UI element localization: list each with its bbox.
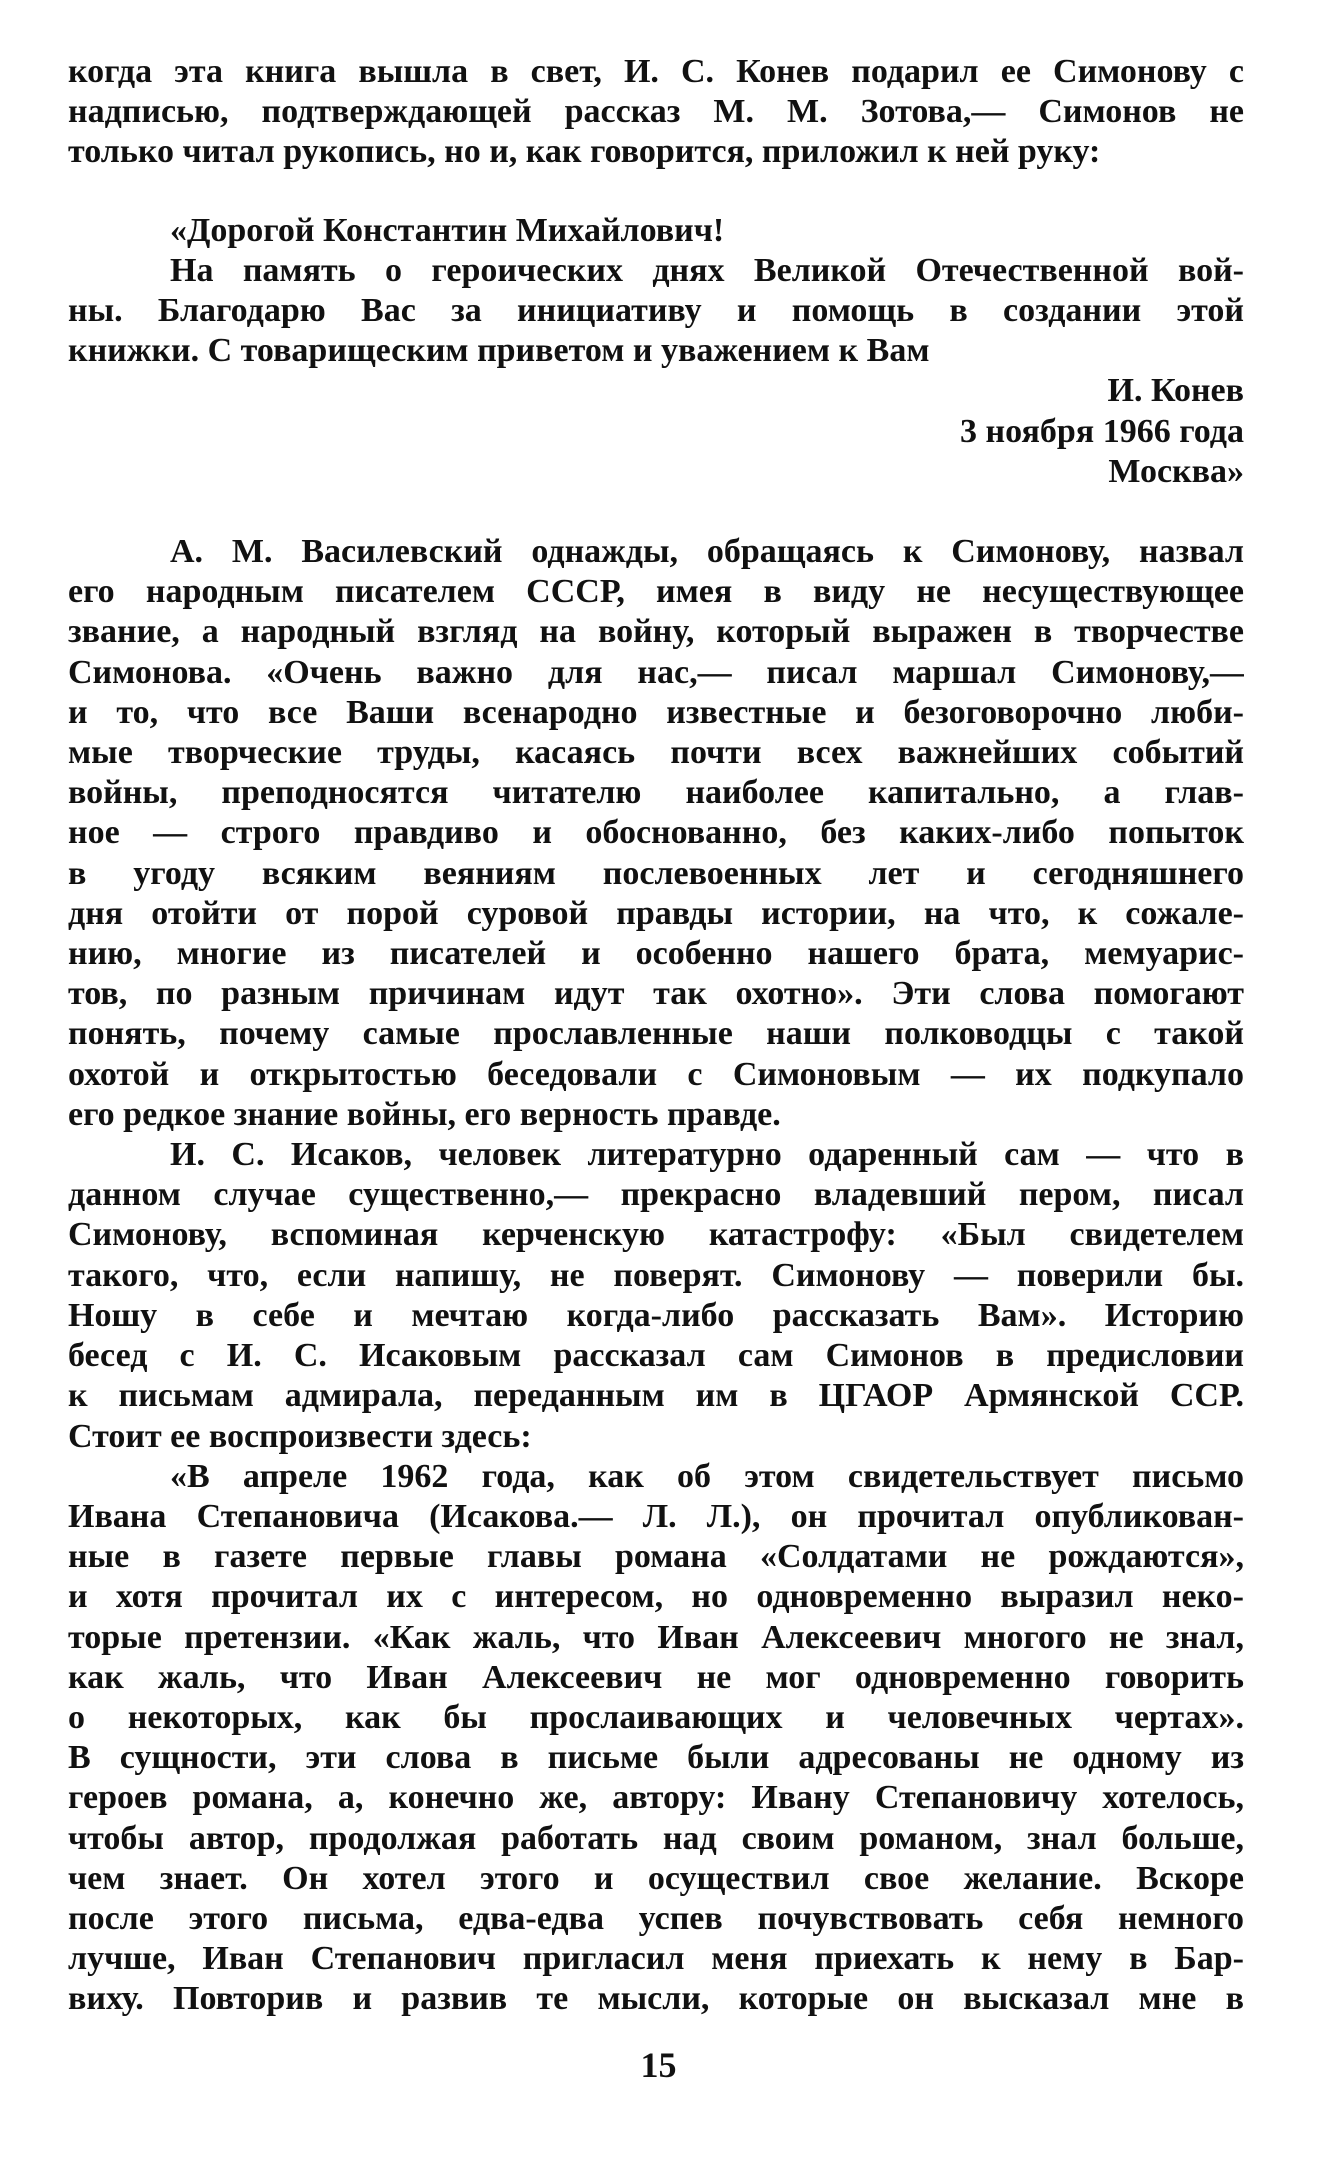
paragraph-isakov [68,1135,1244,1457]
page-text [68,52,1244,2020]
text-line: в угоду всяким веяниям послевоенных лет и сегодняшнего [68,854,1244,892]
text-line: виху. Повторив и развив те мысли, которые он высказал мне в [68,1980,1244,2018]
paragraph-quote-simonov [68,1457,1244,2020]
text-line: Ивана Степановича (Исакова.— Л. Л.), он прочитал опубликован- [68,1497,1244,1535]
text-line: надписью, подтверждающей рассказ М. М. Зотова,— Симонов не [68,93,1244,131]
text-line: к письмам адмирала, переданным им в ЦГАОР Армянской ССР. [68,1377,1244,1415]
text-line: книжки. С товарищеским приветом и уважением к Вам [68,332,930,370]
text-line: ное — строго правдиво и обоснованно, без каких-либо попыток [68,814,1244,852]
text-line: его редкое знание войны, его верность правде. [68,1095,781,1133]
text-line: звание, а народный взгляд на войну, который выражен в творчестве [68,613,1244,651]
text-line: В сущности, эти слова в письме были адресованы не одному из [68,1739,1244,1777]
text-line: только читал рукопись, но и, как говорится, приложил к ней руку: [68,133,1101,171]
text-line: бесед с И. С. Исаковым рассказал сам Симонов в предисловии [68,1337,1244,1375]
text-line: понять, почему самые прославленные наши полководцы с такой [68,1015,1244,1053]
text-line: мые творческие труды, касаясь почти всех важнейших событий [68,734,1244,772]
text-line: данном случае существенно,— прекрасно владевший пером, писал [68,1176,1244,1214]
text-line: чем знает. Он хотел этого и осуществил свое желание. Вскоре [68,1859,1244,1897]
text-line: и то, что все Ваши всенародно известные и безоговорочно люби- [68,693,1244,731]
text-line: Симонову, вспоминая керченскую катастрофу: «Был свидетелем [68,1216,1244,1254]
text-line: И. С. Исаков, человек литературно одаренный сам — что в [170,1136,1244,1174]
text-line: «В апреле 1962 года, как об этом свидетельствует письмо [170,1457,1244,1495]
letter-salutation: «Дорогой Константин Михайлович! [170,211,725,249]
text-line: ны. Благодарю Вас за инициативу и помощь в создании этой [68,292,1244,330]
text-line: охотой и открытостью беседовали с Симоновым — их подкупало [68,1055,1244,1093]
text-line: нию, многие из писателей и особенно нашего брата, мемуарис- [68,935,1244,973]
text-line: дня отойти от порой суровой правды истории, на что, к сожале- [68,894,1244,932]
paragraph-vasilevsky [68,532,1244,1135]
text-line: войны, преподносятся читателю наиболее капитально, а глав- [68,774,1244,812]
quoted-inscription [68,211,1244,492]
text-line: чтобы автор, продолжая работать над своим романом, знал больше, [68,1819,1244,1857]
text-line: А. М. Василевский однажды, обращаясь к Симонову, назвал [170,533,1244,571]
text-line: героев романа, а, конечно же, автору: Ивану Степановичу хотелось, [68,1779,1244,1817]
letter-place: Москва» [1108,452,1244,490]
text-line: На память о героических днях Великой Отечественной вой- [170,251,1244,289]
letter-signature: И. Конев [1107,372,1244,410]
text-line: Ношу в себе и мечтаю когда-либо рассказать Вам». Историю [68,1296,1244,1334]
paragraph-continuation [68,52,1244,173]
text-line: тов, по разным причинам идут так охотно». Эти слова помогают [68,975,1244,1013]
text-line: Стоит ее воспроизвести здесь: [68,1417,532,1455]
text-line: Симонова. «Очень важно для нас,— писал маршал Симонову,— [68,653,1244,691]
letter-date: 3 ноября 1966 года [960,412,1244,450]
text-line: и хотя прочитал их с интересом, но одновременно выразил неко- [68,1578,1244,1616]
text-line: его народным писателем СССР, имея в виду не несуществующее [68,573,1244,611]
text-line: о некоторых, как бы прослаивающих и человечных чертах». [68,1698,1244,1736]
page-number: 15 [640,2045,677,2085]
text-line: после этого письма, едва-едва успев почувствовать себя немного [68,1899,1244,1937]
text-line: такого, что, если напишу, не поверят. Симонову — поверили бы. [68,1256,1244,1294]
text-line: когда эта книга вышла в свет, И. С. Конев подарил ее Симонову с [68,53,1244,90]
text-line: как жаль, что Иван Алексеевич не мог одновременно говорить [68,1658,1244,1696]
text-line: торые претензии. «Как жаль, что Иван Алексеевич многого не знал, [68,1618,1244,1656]
text-line: ные в газете первые главы романа «Солдатами не рождаются», [68,1538,1244,1576]
text-line: лучше, Иван Степанович пригласил меня приехать к нему в Бар- [68,1940,1244,1978]
